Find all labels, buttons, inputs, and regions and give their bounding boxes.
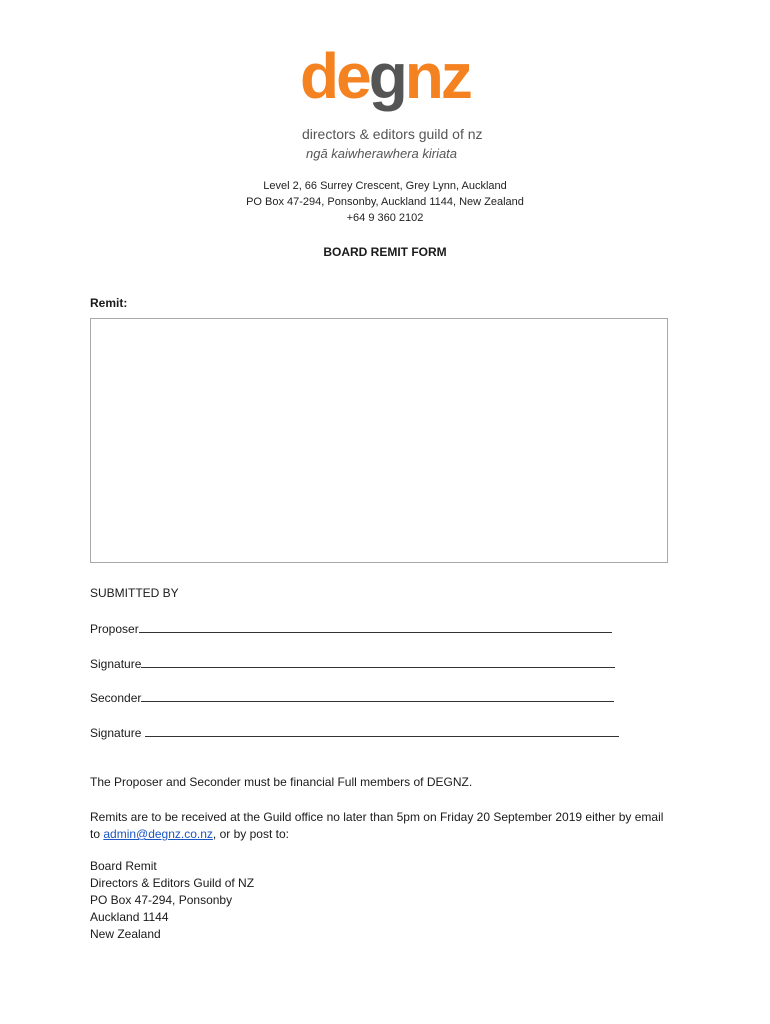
proposer-field[interactable] (90, 621, 612, 636)
submitted-by-heading: SUBMITTED BY (90, 586, 179, 600)
instructions-tail: , or by post to: (212, 827, 289, 841)
postal-address (90, 858, 254, 943)
logo-text-g: g (368, 40, 405, 112)
email-link[interactable]: admin@degnz.co.nz (103, 827, 213, 841)
proposer-label: Proposer (90, 622, 139, 636)
proposer-signature-field[interactable] (90, 656, 615, 671)
proposer-line[interactable] (139, 621, 612, 633)
signature-line[interactable] (141, 656, 615, 668)
phone-number: +64 9 360 2102 (346, 212, 424, 224)
form-title: BOARD REMIT FORM (323, 245, 447, 259)
submission-instructions (90, 809, 690, 843)
address-line-1: Level 2, 66 Surrey Crescent, Grey Lynn, Auckland (263, 180, 507, 192)
logo-text-nz: nz (404, 40, 470, 112)
instructions-to: to (90, 827, 104, 841)
logo-tagline-maori: ngā kaiwherawhera kiriata (306, 146, 458, 161)
logo-text-de: de (300, 40, 369, 112)
remit-label: Remit: (90, 296, 128, 310)
logo-tagline-english: directors & editors guild of nz (302, 126, 483, 142)
postal-line: Board Remit (90, 859, 157, 873)
membership-note: The Proposer and Seconder must be financial Full members of DEGNZ. (90, 775, 473, 789)
signature-line[interactable] (145, 725, 619, 737)
seconder-label: Seconder (90, 691, 142, 705)
seconder-line[interactable] (141, 690, 614, 702)
address-line-2: PO Box 47-294, Ponsonby, Auckland 1144, New Zealand (246, 196, 524, 208)
seconder-signature-field[interactable] (90, 725, 619, 740)
instructions-text: Remits are to be received at the Guild office no later than 5pm on Friday 20 September 2019 either by email (90, 810, 664, 824)
postal-line: PO Box 47-294, Ponsonby (90, 893, 233, 907)
seconder-field[interactable] (90, 690, 614, 705)
signature-label: Signature (90, 657, 142, 671)
degnz-logo (300, 40, 500, 124)
postal-line: Directors & Editors Guild of NZ (90, 876, 255, 890)
postal-line: Auckland 1144 (90, 910, 169, 924)
signature-label: Signature (90, 726, 145, 740)
remit-text-area[interactable] (90, 318, 668, 563)
postal-line: New Zealand (90, 927, 161, 941)
